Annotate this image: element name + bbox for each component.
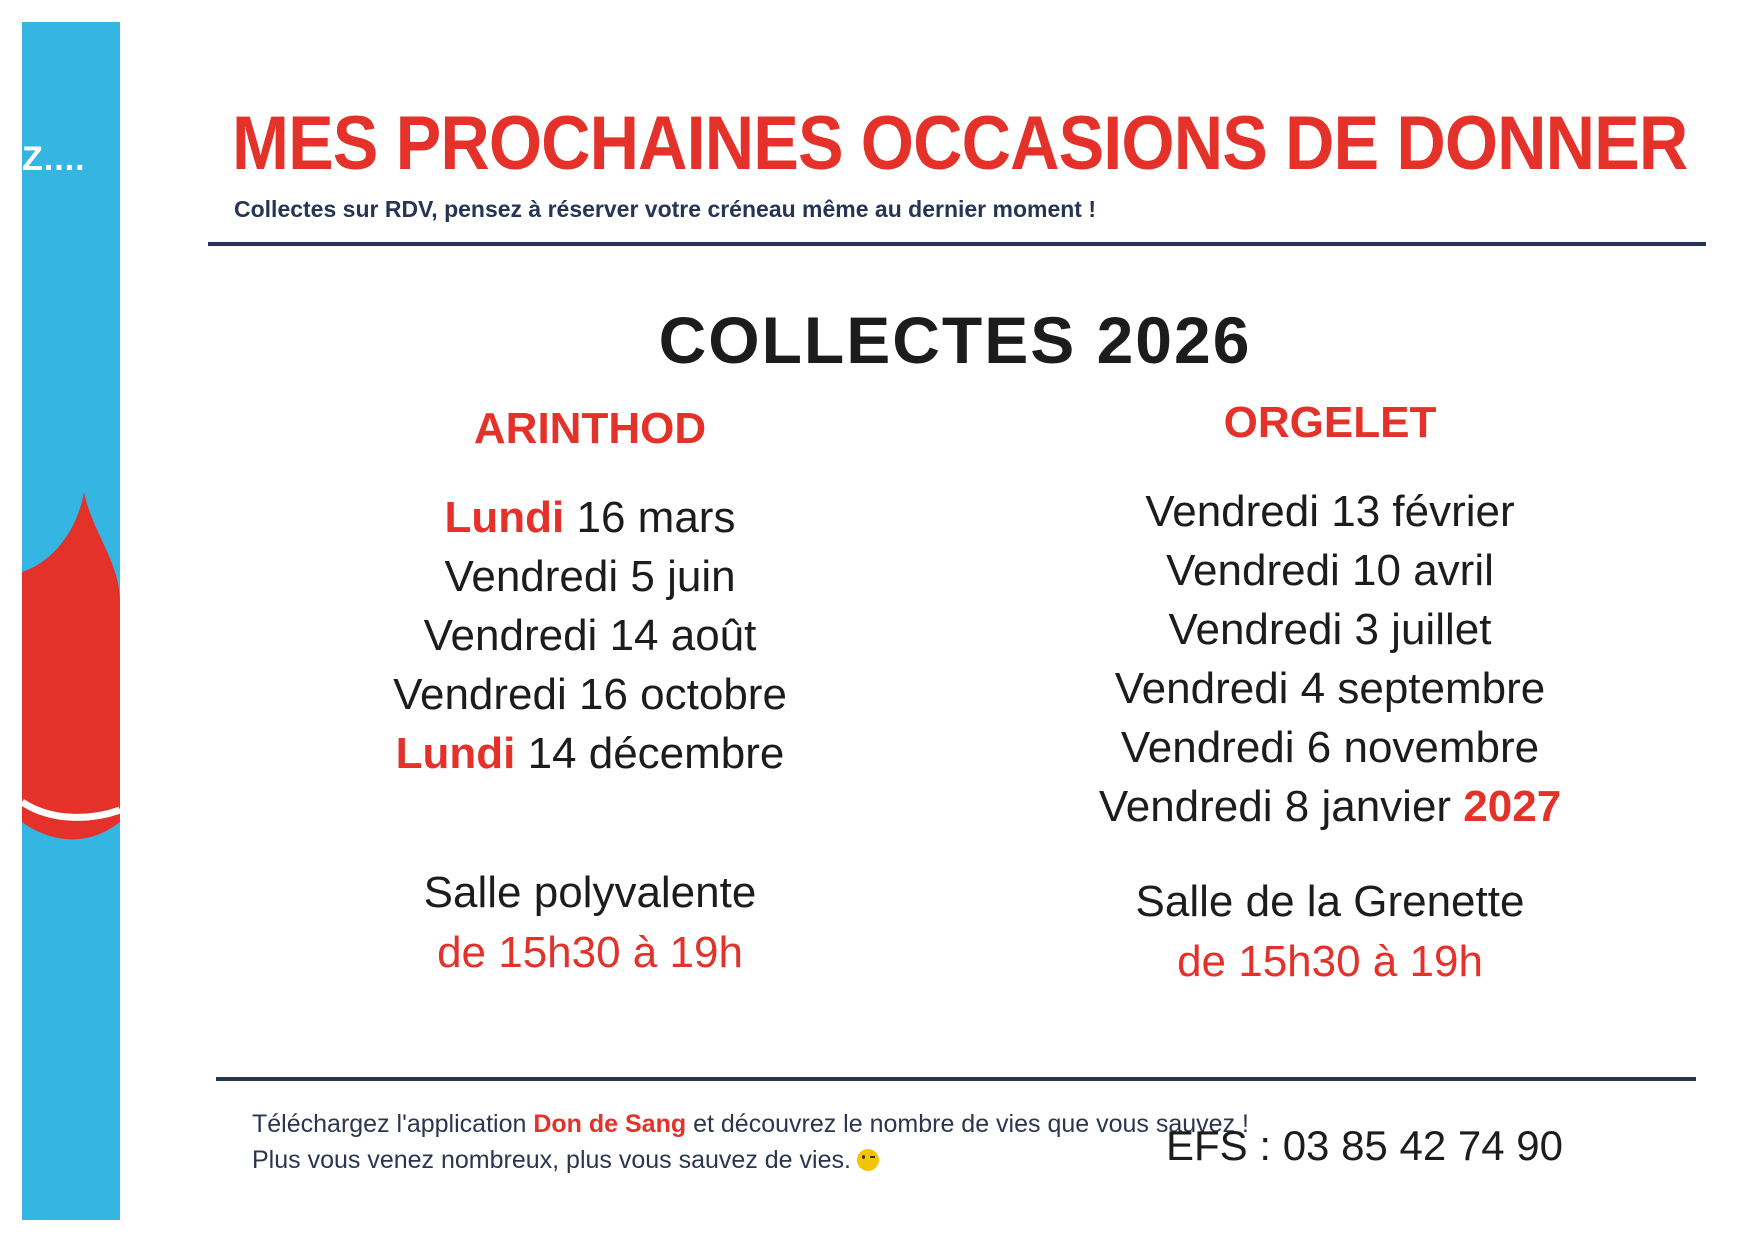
date-year: 2027 xyxy=(1463,782,1562,831)
footer-encouragement-line xyxy=(252,1146,879,1175)
date-item xyxy=(210,724,970,783)
date-value: 16 octobre xyxy=(579,670,787,719)
date-value: 3 juillet xyxy=(1354,605,1492,654)
orgelet-dates xyxy=(950,482,1710,836)
bottom-divider xyxy=(216,1077,1696,1081)
date-item xyxy=(950,482,1710,541)
date-day: Vendredi xyxy=(1145,487,1320,536)
blood-drop-icon xyxy=(22,492,120,892)
date-item xyxy=(210,547,970,606)
efs-phone: EFS : 03 85 42 74 90 xyxy=(1166,1122,1563,1169)
orgelet-place xyxy=(950,872,1710,992)
date-day: Vendredi xyxy=(1098,782,1273,831)
date-day: Vendredi xyxy=(1168,605,1343,654)
date-item xyxy=(950,600,1710,659)
winking-face-icon xyxy=(857,1149,879,1171)
date-value: 6 novembre xyxy=(1306,723,1540,772)
orgelet-column xyxy=(950,398,1710,992)
date-day: Vendredi xyxy=(444,552,619,601)
date-item xyxy=(950,777,1710,836)
footer-text: et découvrez le nombre de vies que vous sauvez ! xyxy=(693,1110,1249,1138)
opening-hours: de 15h30 à 19h xyxy=(437,928,743,977)
footer-app-line xyxy=(252,1110,1249,1139)
date-day: Lundi xyxy=(395,729,516,778)
opening-hours: de 15h30 à 19h xyxy=(1177,937,1483,986)
page-title: MES PROCHAINES OCCASIONS DE DONNER xyxy=(232,101,1688,186)
date-item xyxy=(950,718,1710,777)
hall-name: Salle de la Grenette xyxy=(1135,877,1525,926)
date-day: Vendredi xyxy=(1120,723,1295,772)
side-strip xyxy=(22,22,120,1220)
date-value: 10 avril xyxy=(1352,546,1494,595)
strip-ellipsis: Z.... xyxy=(22,140,86,178)
date-item xyxy=(210,488,970,547)
date-day: Vendredi xyxy=(423,611,598,660)
date-value: 14 août xyxy=(609,611,757,660)
date-value: 5 juin xyxy=(630,552,736,601)
date-value: 14 décembre xyxy=(527,729,785,778)
page-subtitle: Collectes sur RDV, pensez à réserver votre créneau même au dernier moment ! xyxy=(234,196,1097,222)
date-day: Vendredi xyxy=(1114,664,1289,713)
date-item xyxy=(210,665,970,724)
arinthod-column xyxy=(210,404,970,983)
arinthod-place xyxy=(210,863,970,983)
date-day: Lundi xyxy=(444,493,565,542)
footer-text: Téléchargez l'application xyxy=(252,1110,527,1138)
hall-name: Salle polyvalente xyxy=(423,868,757,917)
arinthod-dates xyxy=(210,488,970,783)
footer-text: Plus vous venez nombreux, plus vous sauvez de vies. xyxy=(252,1146,851,1174)
app-name: Don de Sang xyxy=(533,1110,687,1138)
date-value: 13 février xyxy=(1331,487,1515,536)
top-divider xyxy=(208,242,1706,246)
venue-name-orgelet: ORGELET xyxy=(1223,398,1437,447)
date-item xyxy=(950,541,1710,600)
date-value: 8 janvier xyxy=(1284,782,1452,831)
section-title: COLLECTES 2026 xyxy=(658,303,1252,377)
date-day: Vendredi xyxy=(393,670,567,719)
date-day: Vendredi xyxy=(1166,546,1340,595)
date-item xyxy=(950,659,1710,718)
date-item xyxy=(210,606,970,665)
date-value: 16 mars xyxy=(576,493,736,542)
date-value: 4 septembre xyxy=(1300,664,1546,713)
venue-name-arinthod: ARINTHOD xyxy=(473,404,707,453)
